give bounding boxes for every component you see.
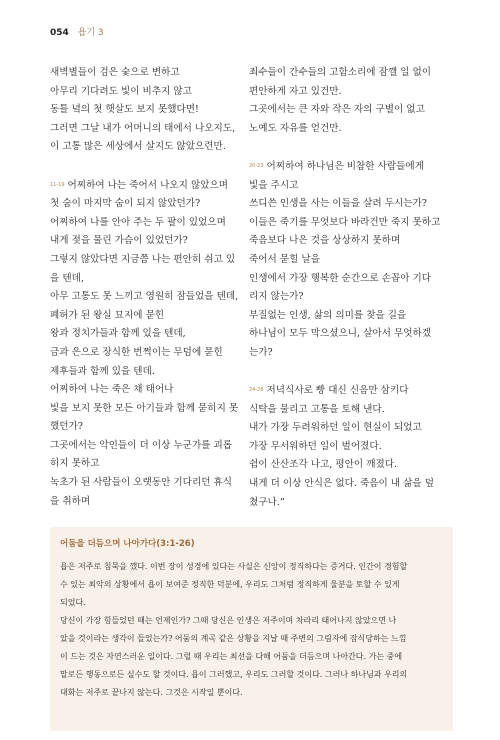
verse-text: 어찌하여 나를 안아 주는 두 팔이 있었으며 bbox=[50, 216, 226, 228]
verse-text: 을 텐데, bbox=[50, 272, 84, 284]
commentary-line: 이 드는 것은 자연스러운 일이다. 그럴 때 우리는 최선을 다해 어둠을 더듬으며 나아간다. 가는 중에 bbox=[60, 652, 403, 661]
verse-line bbox=[50, 325, 246, 344]
verse-line bbox=[249, 401, 449, 420]
verse-text: 죽어서 묻힐 날을 bbox=[249, 253, 320, 265]
verse-text: 왕과 정치가들과 함께 있을 텐데, bbox=[50, 328, 186, 340]
verse-text: 편안하게 자고 있건만. bbox=[249, 85, 342, 97]
verse-line bbox=[50, 120, 246, 139]
verse-text: 했던가? bbox=[50, 421, 83, 433]
verse-text: 가장 무서워하던 일이 벌어졌다. bbox=[249, 440, 382, 452]
verse-line bbox=[249, 195, 449, 214]
verse-line bbox=[50, 214, 246, 233]
verse-line bbox=[249, 270, 449, 289]
verse-line bbox=[249, 456, 449, 475]
verse-line bbox=[249, 344, 449, 363]
verse-text: 이들은 죽기를 무엇보다 바라건만 죽지 못하고 bbox=[249, 216, 441, 228]
verse-line bbox=[50, 232, 246, 251]
verse-reference: 24-26 bbox=[249, 387, 264, 394]
verse-text: 내게 더 이상 안식은 없다. 죽음이 내 삶을 덮 bbox=[249, 478, 434, 490]
verse-text: 쉼이 산산조각 나고, 평안이 깨졌다. bbox=[249, 459, 398, 471]
verse-line bbox=[50, 138, 246, 157]
verse-line bbox=[50, 101, 246, 120]
verse-text: 하나님이 모두 막으셨으니, 살아서 무엇하겠 bbox=[249, 328, 432, 340]
verse-line bbox=[249, 83, 449, 102]
verse-text: 히지 못하고 bbox=[50, 458, 100, 470]
verse-text: 저녁식사로 빵 대신 신음만 삼키다 bbox=[266, 385, 409, 397]
verse-line bbox=[50, 493, 246, 512]
verse-line bbox=[249, 232, 449, 251]
commentary-line: 수 있는 최악의 상황에서 욥이 보여준 정직한 덕분에, 우리도 그처럼 정직하게 울분을 토할 수 있게 bbox=[60, 580, 400, 589]
verse-line bbox=[50, 270, 246, 289]
verse-text: 이 고통 많은 세상에서 살지도 않았으련만. bbox=[50, 141, 226, 153]
commentary-line: 대화는 저주로 끝나지 않는다. 그것은 시작일 뿐이다. bbox=[60, 688, 243, 697]
verse-line bbox=[249, 288, 449, 307]
verse-text: 금과 은으로 장식한 번쩍이는 무덤에 묻힌 bbox=[50, 346, 223, 358]
verse-text: 녹초가 된 사람들이 오랫동안 기다리던 휴식 bbox=[50, 477, 233, 489]
verse-line bbox=[50, 418, 246, 437]
verse-reference: 11-19 bbox=[50, 181, 65, 188]
verse-line bbox=[50, 176, 246, 196]
verse-line bbox=[249, 251, 449, 270]
verse-line bbox=[50, 363, 246, 382]
verse-text: 그렇지 않았다면 지금쯤 나는 편안히 쉬고 있 bbox=[50, 253, 236, 265]
verse-line bbox=[50, 400, 246, 419]
verse-text: 새벽별들이 검은 숯으로 변하고 bbox=[50, 67, 180, 78]
verse-text: 어찌하여 나는 죽은 채 태어나 bbox=[50, 384, 174, 396]
verse-text: 는가? bbox=[249, 346, 273, 358]
verse-text: 그곳에서는 큰 자와 작은 자의 구별이 없고 bbox=[249, 104, 425, 116]
section-label: 욥기 3 bbox=[77, 28, 104, 38]
verse-text: 동틀 녘의 첫 햇살도 보지 못했다면! bbox=[50, 104, 199, 116]
verse-line bbox=[50, 437, 246, 456]
verse-line bbox=[50, 83, 246, 102]
page-number: 054 bbox=[50, 28, 69, 38]
verse-line bbox=[50, 474, 246, 493]
verse-text: 어찌하여 하나님은 비참한 사람들에게 bbox=[266, 160, 424, 172]
commentary-line: 되었다. bbox=[60, 598, 86, 607]
verse-text: 내게 젖을 물린 가슴이 있었던가? bbox=[50, 235, 188, 247]
verse-text: 내가 가장 두려워하던 일이 현실이 되었고 bbox=[249, 422, 422, 434]
verse-line bbox=[249, 64, 449, 83]
verse-text: 그러면 그날 내가 어머니의 태에서 나오지도, bbox=[50, 122, 236, 134]
commentary-body bbox=[60, 558, 444, 702]
verse-line bbox=[249, 381, 449, 401]
verse-line bbox=[249, 177, 449, 196]
verse-text: 빛을 주시고 bbox=[249, 179, 299, 191]
verse-line bbox=[249, 214, 449, 233]
verse-text: 을 취하며 bbox=[50, 495, 91, 507]
verse-line bbox=[249, 475, 449, 494]
page-header bbox=[50, 25, 104, 38]
stanza-gap bbox=[249, 138, 449, 157]
verse-text: 어찌하여 나는 죽어서 나오지 않았으며 bbox=[67, 179, 229, 191]
verse-reference: 20-23 bbox=[249, 162, 264, 169]
verse-line bbox=[249, 307, 449, 326]
commentary-line: 았을 것이라는 생각이 들었는가? 어둠의 계곡 같은 상황을 지날 때 주변의 그림자에 잠식당하는 느낌 bbox=[60, 634, 407, 643]
verse-line bbox=[50, 307, 246, 326]
verse-text: 죄수들이 간수들의 고함소리에 잠깰 일 없이 bbox=[249, 67, 432, 78]
verse-text: 쳤구나.” bbox=[249, 496, 285, 508]
verse-text: 아무리 기다려도 빛이 비추지 않고 bbox=[50, 85, 192, 97]
stanza-gap bbox=[249, 363, 449, 382]
commentary-line: 당신이 가장 힘들었던 때는 언제인가? 그때 당신은 인생은 저주이며 차라리 태어나지 않았으면 나 bbox=[60, 616, 397, 625]
verse-line bbox=[50, 251, 246, 270]
verse-line bbox=[50, 455, 246, 474]
verse-line bbox=[50, 344, 246, 363]
verse-line bbox=[50, 195, 246, 214]
verse-text: 죽음보다 나은 것을 상상하지 못하며 bbox=[249, 235, 401, 247]
verse-line bbox=[50, 288, 246, 307]
verse-text: 빛을 보지 못한 모든 아기들과 함께 묻히지 못 bbox=[50, 402, 239, 414]
verse-text: 부질없는 인생, 삶의 의미를 찾을 길을 bbox=[249, 309, 407, 321]
verse-text: 쓰디쓴 인생을 사는 이들을 살려 두시는가? bbox=[249, 198, 427, 210]
verse-text: 그곳에서는 악인들이 더 이상 누군가를 괴롭 bbox=[50, 439, 233, 451]
commentary-line: 말로든 행동으로든 실수도 할 것이다. 욥이 그러했고, 우리도 그러할 것이다. 그러나 하나님과 우리의 bbox=[60, 670, 408, 679]
verse-text: 아무 고통도 못 느끼고 영원히 잠들었을 텐데, bbox=[50, 291, 239, 303]
verse-line bbox=[249, 120, 449, 139]
verse-text: 폐허가 된 왕실 묘지에 묻힌 bbox=[50, 309, 165, 321]
verse-text: 첫 숨이 마지막 숨이 되지 않았던가? bbox=[50, 198, 201, 210]
verse-line bbox=[50, 64, 246, 83]
verse-line bbox=[249, 101, 449, 120]
stanza-gap bbox=[50, 157, 246, 176]
commentary-title: 어둠을 더듬으며 나아가다(3:1-26) bbox=[60, 539, 195, 549]
right-column bbox=[249, 64, 449, 512]
verse-text: 리지 않는가? bbox=[249, 291, 304, 303]
verse-line bbox=[249, 494, 449, 513]
verse-line bbox=[249, 419, 449, 438]
commentary-box bbox=[50, 527, 453, 731]
verse-line bbox=[249, 438, 449, 457]
verse-text: 제후들과 함께 있을 텐데. bbox=[50, 365, 155, 377]
verse-text: 식탁을 물리고 고통을 토해 낸다. bbox=[249, 403, 385, 415]
verse-line bbox=[249, 157, 449, 177]
verse-line bbox=[249, 325, 449, 344]
commentary-line: 욥은 저주로 침묵을 깼다. 이번 장이 성경에 있다는 사실은 신앙이 정직하다는 증거다. 인간이 경험할 bbox=[60, 562, 408, 571]
verse-text: 인생에서 가장 행복한 순간으로 손꼽아 기다 bbox=[249, 272, 432, 284]
left-column bbox=[50, 64, 246, 511]
verse-text: 노예도 자유를 얻건만. bbox=[249, 122, 342, 134]
verse-line bbox=[50, 381, 246, 400]
